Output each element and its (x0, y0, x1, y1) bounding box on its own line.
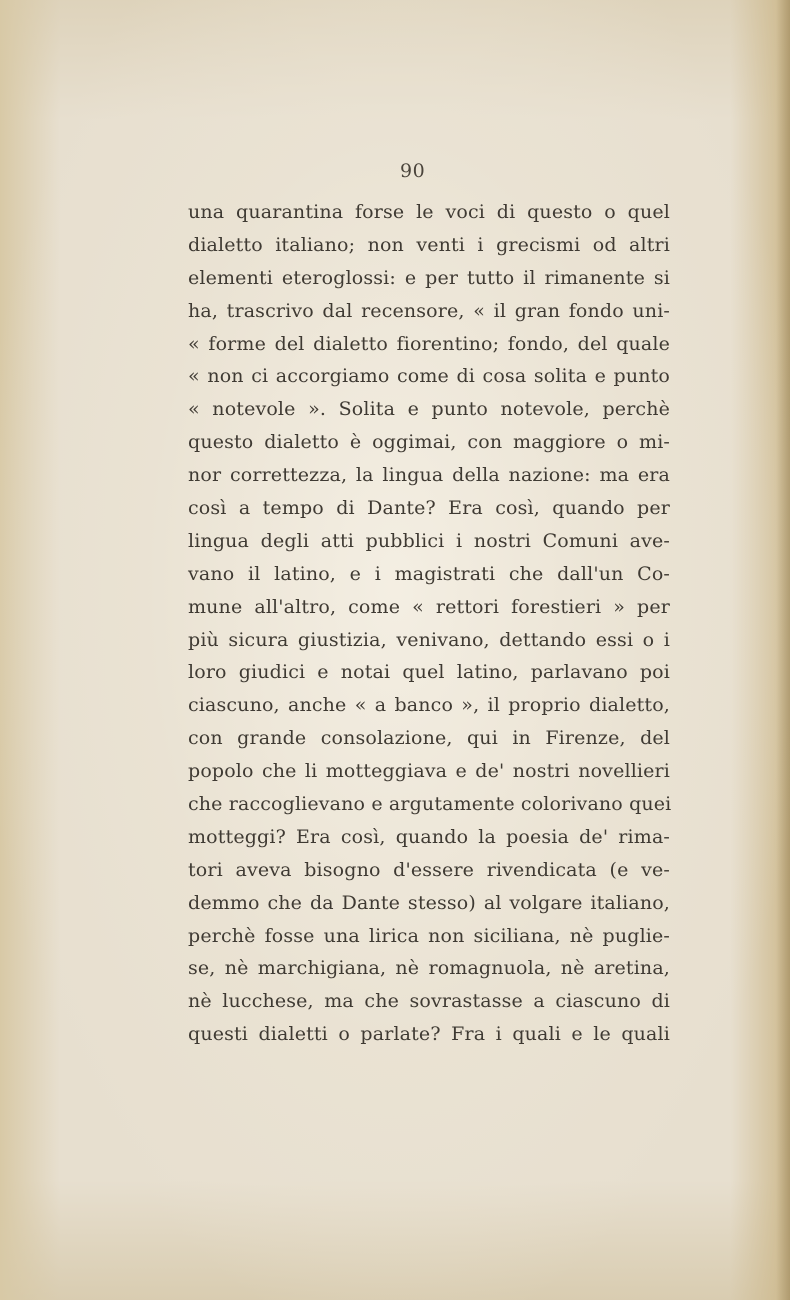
text-line: dialetto italiano; non venti i grecismi od altri (188, 233, 670, 256)
text-line: più sicura giustizia, venivano, dettando essi o i (188, 628, 670, 651)
text-line: se, nè marchigiana, nè romagnuola, nè aretina, (188, 957, 670, 980)
text-line: vano il latino, e i magistrati che dall'un Co- (188, 562, 670, 585)
page-edge-shadow (776, 0, 790, 1300)
text-line: così a tempo di Dante? Era così, quando per (188, 497, 670, 520)
text-line: popolo che li motteggiava e de' nostri novellieri (188, 760, 670, 783)
text-line: questi dialetti o parlate? Fra i quali e le quali (188, 1023, 670, 1046)
page-number: 90 (400, 160, 426, 182)
text-line: nè lucchese, ma che sovrastasse a ciascuno di (188, 990, 670, 1013)
text-line: tori aveva bisogno d'essere rivendicata (e ve- (188, 858, 670, 881)
text-line: che raccoglievano e argutamente colorivano quei (188, 793, 672, 816)
text-line: una quarantina forse le voci di questo o quel (188, 201, 670, 223)
text-line: « notevole ». Solita e punto notevole, perchè (188, 398, 670, 421)
text-line: « forme del dialetto fiorentino; fondo, del quale (188, 332, 670, 355)
body-text (188, 196, 670, 1051)
text-line: motteggi? Era così, quando la poesia de' rima- (188, 825, 670, 848)
text-line: loro giudici e notai quel latino, parlavano poi (188, 661, 670, 684)
text-line: demmo che da Dante stesso) al volgare italiano, (188, 891, 670, 914)
text-line: questo dialetto è oggimai, con maggiore o mi- (188, 431, 670, 454)
text-line: mune all'altro, come « rettori forestieri » per (188, 595, 670, 618)
text-line: perchè fosse una lirica non siciliana, nè puglie- (188, 924, 670, 947)
text-line: lingua degli atti pubblici i nostri Comuni ave- (188, 529, 670, 552)
text-line: nor correttezza, la lingua della nazione: ma era (188, 464, 670, 487)
text-line: elementi eteroglossi: e per tutto il rimanente si (188, 266, 670, 289)
text-line: ciascuno, anche « a banco », il proprio dialetto, (188, 694, 670, 717)
text-line: con grande consolazione, qui in Firenze, del (188, 727, 670, 750)
text-line: « non ci accorgiamo come di cosa solita e punto (188, 365, 670, 388)
text-line: ha, trascrivo dal recensore, « il gran fondo uni- (188, 299, 670, 322)
